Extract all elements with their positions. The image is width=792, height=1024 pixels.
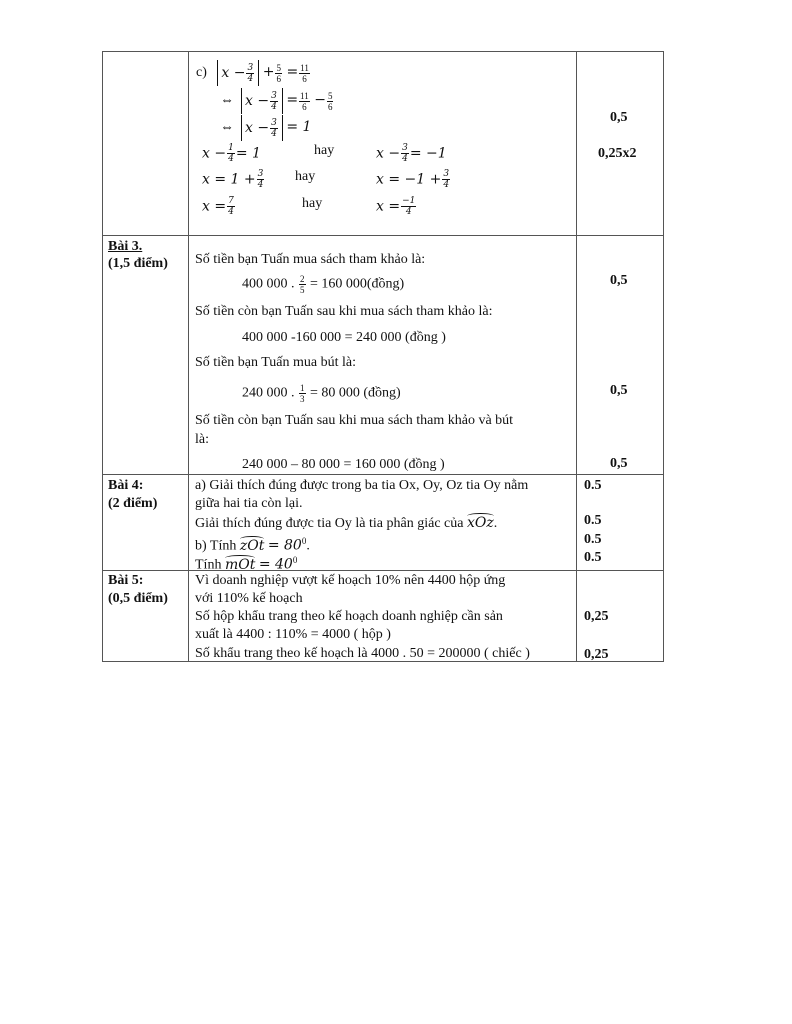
bai5-line5: Số khẩu trang theo kế hoạch là 4000 . 50 = 200000 ( chiếc )	[195, 646, 530, 661]
bai4-score-3: 0.5	[584, 532, 602, 547]
bai3-statement-2: Số tiền còn bạn Tuấn sau khi mua sách tham khảo là:	[195, 304, 493, 319]
row1-hay-3: hay	[302, 196, 323, 211]
bai5-label: Bài 5:	[108, 573, 144, 588]
row1-hay-2: hay	[295, 169, 316, 184]
bai4-score-2: 0.5	[584, 513, 602, 528]
angle-xoz: xOz	[466, 515, 494, 531]
bai3-score-3: 0,5	[610, 456, 628, 471]
row-divider-2	[102, 474, 664, 475]
bai5-score-1: 0,25	[584, 609, 609, 624]
bai4-part-a-line1: a) Giải thích đúng được trong ba tia Ox, Oy, Oz tia Oy nằm	[195, 478, 529, 493]
bai3-statement-1: Số tiền bạn Tuấn mua sách tham khảo là:	[195, 252, 426, 267]
row1-case2-step2: x = −1 + $\frac{3}{4}$	[376, 169, 450, 190]
bai5-line2: với 110% kế hoạch	[195, 591, 303, 606]
row1-equation-3: ⇔ x − $\frac{3}{4}$ = 1	[220, 115, 311, 141]
bai5-score-2: 0,25	[584, 647, 609, 662]
row1-score-a: 0,5	[610, 110, 628, 125]
angle-mot: mOt	[224, 556, 256, 573]
bai3-calc-4: 240 000 – 80 000 = 160 000 (đồng )	[242, 457, 445, 472]
bai5-line3: Số hộp khẩu trang theo kế hoạch doanh nghiệp cần sản	[195, 609, 503, 624]
bai5-line4: xuất là 4400 : 110% = 4000 ( hộp )	[195, 627, 391, 642]
row1-case2-result: x = $\frac{-1}{4}$	[376, 196, 416, 217]
row1-case1-step2: x = 1 + $\frac{3}{4}$	[202, 169, 264, 190]
row1-equation-1: c) x − $\frac{3}{4}$ + $\frac{5}{6}$ = $\frac{11}{6}$	[196, 60, 311, 86]
bai4-score-4: 0.5	[584, 550, 602, 565]
row-divider-3	[102, 570, 664, 571]
row1-case1-result: x = $\frac{7}{4}$	[202, 196, 234, 217]
answer-table	[102, 51, 664, 662]
row1-hay-1: hay	[314, 143, 335, 158]
bai3-score-2: 0,5	[610, 383, 628, 398]
row1-equation-2: ⇔ x − $\frac{3}{4}$ = $\frac{11}{6}$ − $\frac{5}{6}$	[220, 88, 334, 114]
bai4-part-c: Tính mOt = $40^0$	[195, 555, 298, 573]
bai3-calc-2: 400 000 -160 000 = 240 000 (đồng )	[242, 330, 446, 345]
bai3-points: (1,5 điểm)	[108, 256, 168, 271]
bai4-points: (2 điểm)	[108, 496, 158, 511]
bai3-calc-3: 240 000 . $\frac{1}{3}$ = 80 000 (đồng)	[242, 383, 401, 404]
bai3-statement-3: Số tiền bạn Tuấn mua bút là:	[195, 355, 356, 370]
bai3-calc-1: 400 000 . $\frac{2}{5}$ = 160 000(đồng)	[242, 274, 405, 295]
row-divider-1	[102, 235, 664, 236]
bai4-part-a-line3: Giải thích đúng được tia Oy là tia phân giác của xOz.	[195, 515, 498, 531]
bai3-statement-4-line2: là:	[195, 432, 209, 447]
row1-case1-step1: x − $\frac{1}{4}$ = 1	[202, 143, 261, 164]
bai3-score-1: 0,5	[610, 273, 628, 288]
angle-zot: zOt	[239, 537, 265, 554]
bai4-part-a-line2: giữa hai tia còn lại.	[195, 496, 303, 511]
bai4-score-1: 0.5	[584, 478, 602, 493]
bai5-line1: Vì doanh nghiệp vượt kế hoạch 10% nên 4400 hộp ứng	[195, 573, 506, 588]
bai3-statement-4-line1: Số tiền còn bạn Tuấn sau khi mua sách tham khảo và bút	[195, 413, 514, 428]
bai3-label: Bài 3.	[108, 239, 143, 254]
bai5-points: (0,5 điểm)	[108, 591, 168, 606]
row1-case2-step1: x − $\frac{3}{4}$ = −1	[376, 143, 447, 164]
bai4-label: Bài 4:	[108, 478, 144, 493]
row1-score-b: 0,25x2	[598, 146, 637, 161]
table-border-top	[102, 51, 664, 52]
bai4-part-b: b) Tính zOt = $80^0$.	[195, 536, 310, 554]
